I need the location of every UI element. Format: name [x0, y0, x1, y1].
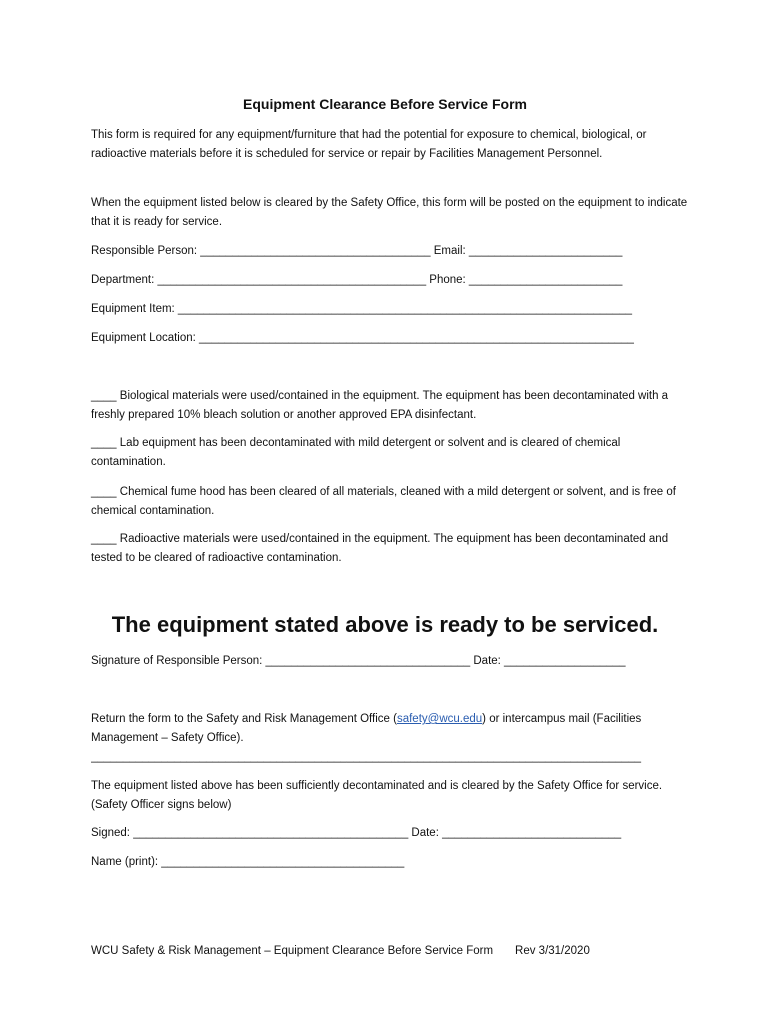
checklist-item-radioactive[interactable]: ____ Radioactive materials were used/contained in the equipment. The equipment has been decontaminated and tested to be cleared of radioactive contamination.: [91, 533, 669, 564]
page-footer: [91, 942, 590, 960]
safety-email-link[interactable]: safety@wcu.edu: [396, 713, 483, 725]
intro-paragraph-2: When the equipment listed below is cleared by the Safety Office, this form will be posted on the equipment to indicate that it is ready for service.: [91, 197, 688, 228]
intro-paragraph-1: This form is required for any equipment/furniture that had the potential for exposure to chemical, biological, or radioactive materials before it is scheduled for service or repair by Facilities Management Personnel.: [91, 129, 647, 160]
clearance-statement: The equipment listed above has been sufficiently decontaminated and is cleared by the Safety Office for service. (Safety Officer signs below): [91, 780, 663, 811]
footer-text: WCU Safety & Risk Management – Equipment Clearance Before Service Form: [91, 945, 494, 957]
return-text-after: ) or intercampus mail (Facilities Management – Safety Office).: [91, 713, 642, 744]
checklist-item-fume-hood[interactable]: ____ Chemical fume hood has been cleared of all materials, cleaned with a mild detergent or solvent, and is free of chemical contamination.: [91, 486, 676, 517]
section-divider: ______________________________________________________________________________________: [91, 751, 642, 763]
ready-headline: The equipment stated above is ready to be serviced.: [111, 612, 659, 637]
safety-officer-signed-field[interactable]: Signed: ___________________________________________ Date: ____________________________: [91, 827, 622, 839]
return-instructions: [91, 710, 691, 748]
checklist-item-lab-equipment[interactable]: ____ Lab equipment has been decontaminated with mild detergent or solvent and is cleared of chemical contamination.: [91, 437, 621, 468]
responsible-person-email-field[interactable]: Responsible Person: ____________________________________ Email: ________________________: [91, 245, 623, 257]
return-text-before: Return the form to the Safety and Risk Management Office (: [91, 713, 397, 725]
department-phone-field[interactable]: Department: __________________________________________ Phone: ________________________: [91, 274, 623, 286]
form-title: Equipment Clearance Before Service Form: [243, 96, 527, 112]
signature-responsible-field[interactable]: Signature of Responsible Person: ________________________________ Date: ___________________: [91, 655, 626, 667]
equipment-item-field[interactable]: Equipment Item: _______________________________________________________________________: [91, 303, 633, 315]
footer-revision: Rev 3/31/2020: [515, 945, 590, 957]
checklist-item-biological[interactable]: ____ Biological materials were used/contained in the equipment. The equipment has been decontaminated with a freshly prepared 10% bleach solution or another approved EPA disinfectant.: [91, 390, 669, 421]
name-print-field[interactable]: Name (print): ______________________________________: [91, 856, 405, 868]
equipment-location-field[interactable]: Equipment Location: ____________________________________________________________________: [91, 332, 634, 344]
